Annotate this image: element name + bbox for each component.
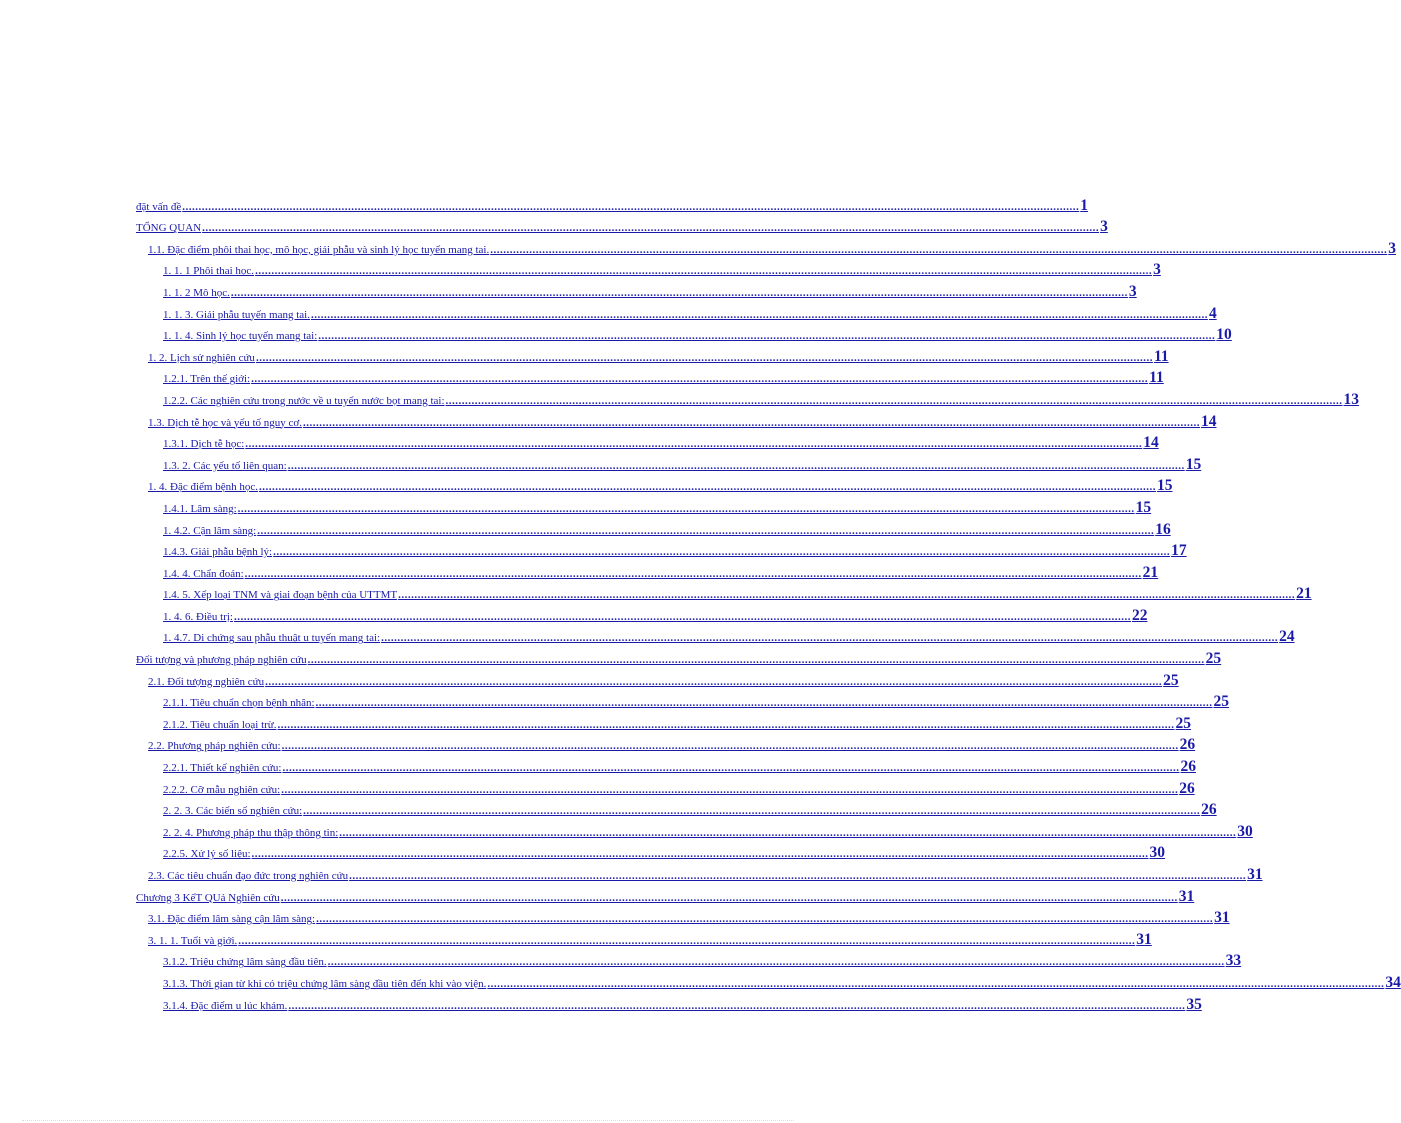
toc-entry[interactable] [136, 602, 1148, 624]
toc-entry-title[interactable]: 1.1. Đặc điểm phôi thai học, mô học, giải phẫu và sinh lý học tuyến mang tai. [148, 243, 490, 256]
toc-entry-title[interactable]: 2. 2. 3. Các biến số nghiên cứu: [163, 805, 303, 818]
toc-entry[interactable] [136, 300, 1217, 322]
toc-entry[interactable] [136, 689, 1230, 711]
toc-entry-page-number[interactable]: 15 [1185, 455, 1202, 473]
toc-leader-dots [265, 675, 1162, 689]
toc-entry[interactable] [136, 516, 1171, 538]
toc-leader-dots [273, 545, 1170, 559]
toc-entry-page-number[interactable]: 17 [1171, 542, 1187, 560]
toc-entry-page-number[interactable]: 21 [1142, 563, 1159, 581]
toc-leader-dots [487, 977, 1384, 991]
toc-entry[interactable] [136, 559, 1159, 581]
toc-leader-dots [282, 739, 1179, 753]
toc-entry-title[interactable]: 1. 1. 1 Phôi thai học. [163, 265, 255, 278]
toc-entry-title[interactable]: 1. 1. 2 Mô học. [163, 286, 230, 299]
toc-entry-page-number[interactable]: 31 [1136, 930, 1152, 948]
toc-entry-title[interactable]: 3.1. Đặc điểm lâm sàng cận lâm sàng: [148, 913, 316, 926]
toc-entry[interactable] [136, 991, 1202, 1013]
toc-entry-title[interactable]: Chương 3 KếT QUả Nghiên cứu [136, 891, 280, 904]
toc-entry-page-number[interactable]: 34 [1385, 973, 1401, 991]
toc-entry-page-number[interactable]: 24 [1279, 628, 1295, 646]
toc-entry-page-number[interactable]: 25 [1213, 693, 1230, 711]
toc-entry[interactable] [136, 883, 1195, 905]
toc-leader-dots [256, 351, 1153, 365]
toc-entry[interactable] [136, 214, 1108, 236]
toc-entry[interactable] [136, 494, 1152, 516]
toc-entry-title[interactable]: 1.4. 5. Xếp loại TNM và giai đoạn bệnh của UTTMT [163, 589, 398, 602]
toc-entry-title[interactable]: 2.2.5. Xử lý số liệu: [163, 848, 251, 861]
toc-entry-page-number[interactable]: 26 [1179, 736, 1196, 754]
toc-entry[interactable] [136, 797, 1217, 819]
toc-entry[interactable] [136, 775, 1195, 797]
toc-entry[interactable] [136, 624, 1295, 646]
toc-leader-dots [281, 783, 1178, 797]
toc-entry-title[interactable]: 1.4. 4. Chẩn đoán: [163, 567, 244, 580]
toc-entry[interactable] [136, 861, 1263, 883]
toc-entry-title[interactable]: 1. 4. Đặc điểm bệnh học. [148, 481, 258, 494]
toc-entry-page-number[interactable]: 31 [1247, 866, 1263, 883]
toc-entry[interactable] [136, 408, 1217, 430]
toc-entry-page-number[interactable]: 35 [1186, 995, 1202, 1013]
toc-entry-title[interactable]: 1.3. 2. Các yếu tố liên quan: [163, 459, 287, 472]
toc-leader-dots [281, 891, 1178, 905]
toc-entry[interactable] [136, 322, 1232, 344]
toc-entry-title[interactable]: 3.1.4. Đặc điểm u lúc khám. [163, 999, 288, 1012]
toc-entry-page-number[interactable]: 3 [1153, 261, 1161, 279]
toc-entry-title[interactable]: Đối tượng và phương pháp nghiên cứu [136, 654, 307, 667]
toc-leader-dots [238, 502, 1135, 516]
toc-entry-title[interactable]: 1. 4.2. Cận lâm sàng: [163, 524, 257, 537]
toc-entry[interactable] [136, 365, 1164, 387]
toc-entry-title[interactable]: 2.2.2. Cỡ mẫu nghiên cứu: [163, 783, 281, 796]
toc-entry-page-number[interactable]: 31 [1178, 887, 1195, 905]
toc-entry-page-number[interactable]: 3 [1128, 282, 1137, 300]
toc-entry-title[interactable]: 1. 1. 3. Giải phẫu tuyến mang tai. [163, 308, 310, 321]
toc-entry[interactable] [136, 386, 1360, 408]
toc-leader-dots [182, 200, 1079, 214]
toc-entry-title[interactable]: 1.2.2. Các nghiên cứu trong nước về u tuyến nước bọt mang tai: [163, 394, 445, 407]
toc-leader-dots [308, 653, 1205, 667]
toc-entry-page-number[interactable]: 25 [1163, 671, 1179, 689]
toc-leader-dots [245, 437, 1142, 451]
toc-entry[interactable] [136, 753, 1196, 776]
toc-entry-title[interactable]: 2.2. Phương pháp nghiên cứu: [148, 740, 281, 753]
toc-entry[interactable] [136, 905, 1230, 927]
toc-entry[interactable] [136, 840, 1166, 862]
toc-leader-dots [446, 394, 1343, 408]
toc-entry-page-number[interactable]: 31 [1214, 909, 1230, 927]
toc-entry-page-number[interactable]: 26 [1201, 801, 1217, 819]
toc-leader-dots [381, 631, 1278, 645]
toc-leader-dots [238, 934, 1135, 948]
toc-entry-page-number[interactable]: 11 [1153, 347, 1169, 365]
toc-leader-dots [303, 804, 1200, 818]
toc-entry-title[interactable]: 1.4.1. Lâm sàng: [163, 502, 237, 515]
toc-entry-page-number[interactable]: 16 [1155, 520, 1171, 538]
toc-entry-title[interactable]: 3.1.2. Triệu chứng lâm sàng đầu tiên. [163, 956, 327, 969]
toc-entry[interactable] [136, 278, 1137, 300]
toc-entry[interactable] [136, 969, 1401, 991]
toc-entry-page-number[interactable]: 3 [1388, 239, 1396, 257]
toc-entry-page-number[interactable]: 26 [1179, 779, 1195, 797]
toc-leader-dots [283, 761, 1180, 775]
toc-entry-page-number[interactable]: 15 [1156, 477, 1173, 495]
toc-leader-dots [252, 847, 1149, 861]
toc-entry-page-number[interactable]: 30 [1237, 822, 1253, 840]
toc-leader-dots [234, 610, 1131, 624]
toc-entry[interactable] [136, 192, 1088, 214]
toc-entry[interactable] [136, 581, 1312, 603]
table-of-contents [136, 192, 1401, 1013]
toc-entry[interactable] [136, 732, 1196, 754]
toc-entry-page-number[interactable]: 13 [1343, 390, 1360, 408]
toc-entry-page-number[interactable]: 21 [1296, 585, 1312, 603]
toc-entry-page-number[interactable]: 14 [1143, 434, 1159, 452]
toc-entry-title[interactable]: 1. 4. 6. Điều trị: [163, 610, 233, 623]
toc-entry-title[interactable]: TỔNG QUAN [136, 222, 202, 235]
toc-leader-dots [316, 912, 1213, 926]
toc-leader-dots [257, 524, 1154, 538]
toc-entry[interactable] [136, 343, 1169, 365]
toc-leader-dots [349, 869, 1246, 883]
toc-entry-page-number[interactable]: 33 [1225, 952, 1242, 970]
toc-entry-page-number[interactable]: 15 [1135, 498, 1152, 516]
toc-entry-page-number[interactable]: 1 [1080, 196, 1088, 214]
toc-leader-dots [316, 696, 1213, 710]
toc-entry[interactable] [136, 926, 1152, 948]
toc-entry-title[interactable]: 2. 2. 4. Phương pháp thu thập thông tin: [163, 826, 339, 839]
toc-entry[interactable] [136, 430, 1159, 452]
toc-entry-title[interactable]: 1. 2. Lịch sử nghiên cứu [148, 351, 255, 364]
toc-entry-page-number[interactable]: 14 [1200, 412, 1217, 430]
toc-entry-title[interactable]: 2.1.2. Tiêu chuẩn loại trừ. [163, 718, 277, 731]
toc-leader-dots [318, 329, 1215, 343]
toc-entry-title[interactable]: đặt vấn đề [136, 200, 182, 213]
toc-entry-page-number[interactable]: 22 [1131, 606, 1148, 624]
toc-entry-title[interactable]: 2.1. Đối tượng nghiên cứu [148, 675, 265, 688]
toc-leader-dots [255, 264, 1152, 278]
toc-entry-title[interactable]: 1. 4.7. Di chứng sau phẫu thuật u tuyến mang tai: [163, 632, 381, 645]
toc-leader-dots [339, 826, 1236, 840]
toc-entry-page-number[interactable]: 25 [1175, 714, 1192, 732]
toc-leader-dots [328, 955, 1225, 969]
toc-entry-page-number[interactable]: 4 [1208, 304, 1217, 322]
toc-entry-page-number[interactable]: 3 [1100, 218, 1108, 236]
toc-entry-page-number[interactable]: 11 [1149, 369, 1164, 387]
toc-leader-dots [251, 372, 1148, 386]
toc-entry[interactable] [136, 818, 1253, 840]
toc-leader-dots [245, 567, 1142, 581]
toc-entry-page-number[interactable]: 30 [1149, 844, 1166, 862]
toc-entry-title[interactable]: 2.1.1. Tiêu chuẩn chọn bệnh nhân: [163, 697, 315, 710]
toc-leader-dots [398, 588, 1295, 602]
toc-leader-dots [278, 718, 1175, 732]
toc-entry-title[interactable]: 1.3.1. Dịch tễ học: [163, 438, 245, 451]
toc-entry[interactable] [136, 710, 1192, 732]
page-footer-rule [22, 1120, 794, 1121]
toc-entry-page-number[interactable]: 10 [1216, 326, 1232, 344]
toc-entry[interactable] [136, 257, 1161, 279]
toc-entry-title[interactable]: 2.2.1. Thiết kế nghiên cứu: [163, 762, 282, 775]
toc-entry-title[interactable]: 1.2.1. Trên thế giới: [163, 373, 251, 386]
toc-entry-title[interactable]: 1. 1. 4. Sinh lý học tuyến mang tai: [163, 330, 318, 343]
toc-entry[interactable] [136, 667, 1179, 689]
toc-entry-page-number[interactable]: 25 [1205, 650, 1222, 668]
toc-leader-dots [288, 459, 1185, 473]
toc-leader-dots [202, 221, 1099, 235]
toc-entry-title[interactable]: 2.3. Các tiêu chuẩn đạo đức trong nghiên cứu [148, 870, 349, 882]
toc-entry[interactable] [136, 473, 1173, 495]
toc-entry[interactable] [136, 235, 1396, 257]
toc-entry[interactable] [136, 538, 1187, 560]
toc-entry-title[interactable]: 3. 1. 1. Tuổi và giới. [148, 934, 238, 947]
toc-entry-title[interactable]: 1.3. Dịch tễ học và yếu tố nguy cơ. [148, 416, 302, 429]
toc-leader-dots [259, 480, 1156, 494]
toc-leader-dots [288, 999, 1185, 1013]
toc-entry[interactable] [136, 948, 1242, 970]
toc-entry[interactable] [136, 645, 1222, 668]
toc-leader-dots [303, 416, 1200, 430]
toc-entry-title[interactable]: 3.1.3. Thời gian từ khi có triệu chứng lâm sàng đầu tiên đến khi vào viện. [163, 977, 487, 990]
toc-leader-dots [490, 243, 1387, 257]
toc-leader-dots [231, 286, 1128, 300]
toc-entry-page-number[interactable]: 26 [1180, 758, 1196, 776]
toc-entry[interactable] [136, 451, 1202, 473]
toc-entry-title[interactable]: 1.4.3. Giải phẫu bệnh lý: [163, 546, 273, 559]
toc-leader-dots [311, 308, 1208, 322]
